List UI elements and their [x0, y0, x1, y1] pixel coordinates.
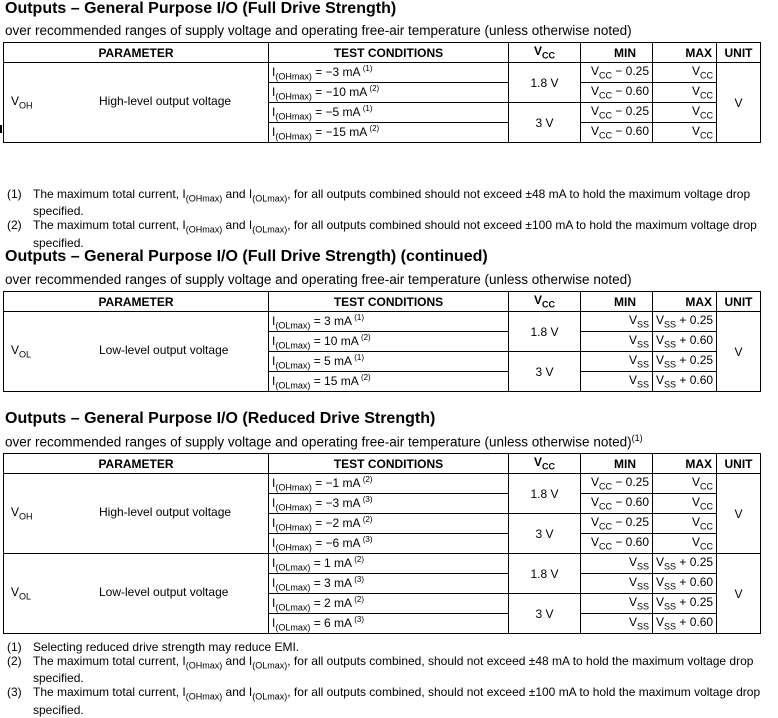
vcc-value: 1.8 V	[509, 312, 581, 352]
table-row	[4, 474, 761, 494]
header-unit: UNIT	[717, 454, 761, 474]
vcc-value: 3 V	[509, 352, 581, 392]
table-header-row	[4, 292, 761, 312]
min-value: $V_{CC} - 0.25$	[581, 63, 653, 83]
parameter-cell: $V_{OH}$ High-level output voltage	[4, 474, 269, 554]
header-max: MAX	[653, 454, 717, 474]
max-value: $V_{CC}$	[653, 494, 717, 514]
max-value: $V_{CC}$	[653, 534, 717, 554]
max-value: $V_{SS} + 0.60$	[653, 372, 717, 392]
min-value: $V_{CC} - 0.60$	[581, 123, 653, 143]
min-value: $V_{SS}$	[581, 554, 653, 574]
footnote: (2) The maximum total current, $I_{(OHmax)}$ and $I_{(OLmax)}$, for all outputs combined, should not exceed ±48 mA to hold the maximum voltage drop specified.	[7, 654, 754, 686]
footnote: (3) The maximum total current, $I_{(OHmax)}$ and $I_{(OLmax)}$, for all outputs combined, should not exceed ±100 mA to hold the maximum voltage drop specified.	[7, 685, 761, 717]
footnotes-section3	[5, 641, 773, 718]
max-value: $V_{CC}$	[653, 123, 717, 143]
test-condition: $I_{(OHmax)} = -3$ mA $^{(3)}$	[269, 494, 509, 514]
min-value: $V_{CC} - 0.25$	[581, 474, 653, 494]
min-value: $V_{SS}$	[581, 574, 653, 594]
test-condition: $I_{(OHmax)} = -1$ mA $^{(2)}$	[269, 474, 509, 494]
header-test-conditions: TEST CONDITIONS	[269, 43, 509, 63]
test-condition: $I_{(OLmax)} = 5$ mA $^{(1)}$	[269, 352, 509, 372]
header-min: MIN	[581, 43, 653, 63]
margin-mark	[0, 125, 2, 133]
test-condition: $I_{(OLmax)} = 3$ mA $^{(3)}$	[269, 574, 509, 594]
test-condition: $I_{(OLmax)} = 6$ mA $^{(3)}$	[269, 614, 509, 634]
max-value: $V_{CC}$	[653, 63, 717, 83]
footnote: (1) The maximum total current, $I_{(OHmax)}$ and $I_{(OLmax)}$, for all outputs combined should not exceed ±48 mA to hold the maximum voltage drop specified.	[7, 187, 751, 219]
header-max: MAX	[653, 43, 717, 63]
header-parameter: PARAMETER	[4, 292, 269, 312]
header-unit: UNIT	[717, 43, 761, 63]
vcc-value: 1.8 V	[509, 63, 581, 103]
header-vcc: $V_{CC}$	[509, 43, 581, 63]
header-vcc: $V_{CC}$	[509, 454, 581, 474]
min-value: $V_{CC} - 0.25$	[581, 514, 653, 534]
header-vcc: $V_{CC}$	[509, 292, 581, 312]
parameter-cell: $V_{OH}$ High-level output voltage	[4, 63, 269, 143]
section-title-full-drive: Outputs – General Purpose I/O (Full Drive Strength)	[5, 0, 397, 17]
min-value: $V_{SS}$	[581, 614, 653, 634]
test-condition: $I_{(OLmax)} = 1$ mA $^{(2)}$	[269, 554, 509, 574]
header-min: MIN	[581, 292, 653, 312]
header-parameter: PARAMETER	[4, 43, 269, 63]
section-subtitle: over recommended ranges of supply voltage and operating free-air temperature (unless otherwise noted)$^{(1)}$	[5, 433, 643, 450]
min-value: $V_{SS}$	[581, 352, 653, 372]
test-condition: $I_{(OHmax)} = -3$ mA $^{(1)}$	[269, 63, 509, 83]
test-condition: $I_{(OHmax)} = -15$ mA $^{(2)}$	[269, 123, 509, 143]
section-title-reduced-drive: Outputs – General Purpose I/O (Reduced Drive Strength)	[5, 410, 436, 427]
section-subtitle: over recommended ranges of supply voltage and operating free-air temperature (unless otherwise noted)	[5, 23, 632, 38]
vcc-value: 3 V	[509, 514, 581, 554]
footnote: (1) Selecting reduced drive strength may reduce EMI.	[7, 640, 300, 654]
min-value: $V_{SS}$	[581, 372, 653, 392]
test-condition: $I_{(OLmax)} = 2$ mA $^{(2)}$	[269, 594, 509, 614]
min-value: $V_{SS}$	[581, 332, 653, 352]
voh-table-full-drive	[3, 42, 761, 143]
max-value: $V_{SS} + 0.25$	[653, 312, 717, 332]
header-unit: UNIT	[717, 292, 761, 312]
parameter-cell: $V_{OL}$ Low-level output voltage	[4, 312, 269, 392]
test-condition: $I_{(OLmax)} = 3$ mA $^{(1)}$	[269, 312, 509, 332]
min-value: $V_{CC} - 0.25$	[581, 103, 653, 123]
header-test-conditions: TEST CONDITIONS	[269, 454, 509, 474]
max-value: $V_{SS} + 0.60$	[653, 332, 717, 352]
vcc-value: 3 V	[509, 594, 581, 634]
min-value: $V_{CC} - 0.60$	[581, 83, 653, 103]
max-value: $V_{SS} + 0.60$	[653, 574, 717, 594]
unit-cell: V	[717, 474, 761, 554]
max-value: $V_{CC}$	[653, 83, 717, 103]
header-test-conditions: TEST CONDITIONS	[269, 292, 509, 312]
vcc-value: 3 V	[509, 103, 581, 143]
table-header-row	[4, 43, 761, 63]
max-value: $V_{SS} + 0.25$	[653, 352, 717, 372]
vcc-value: 1.8 V	[509, 554, 581, 594]
max-value: $V_{SS} + 0.25$	[653, 554, 717, 574]
max-value: $V_{CC}$	[653, 474, 717, 494]
test-condition: $I_{(OHmax)} = -6$ mA $^{(3)}$	[269, 534, 509, 554]
header-max: MAX	[653, 292, 717, 312]
footnotes-section1	[5, 188, 773, 251]
output-table-reduced-drive	[3, 453, 761, 634]
min-value: $V_{CC} - 0.60$	[581, 534, 653, 554]
table-header-row	[4, 454, 761, 474]
vol-table-full-drive	[3, 291, 761, 392]
min-value: $V_{SS}$	[581, 312, 653, 332]
section-title-full-drive-continued: Outputs – General Purpose I/O (Full Drive Strength) (continued)	[5, 248, 488, 265]
table-row	[4, 554, 761, 574]
max-value: $V_{CC}$	[653, 514, 717, 534]
test-condition: $I_{(OHmax)} = -10$ mA $^{(2)}$	[269, 83, 509, 103]
unit-cell: V	[717, 312, 761, 392]
min-value: $V_{SS}$	[581, 594, 653, 614]
unit-cell: V	[717, 63, 761, 143]
test-condition: $I_{(OLmax)} = 15$ mA $^{(2)}$	[269, 372, 509, 392]
max-value: $V_{SS} + 0.25$	[653, 594, 717, 614]
max-value: $V_{CC}$	[653, 103, 717, 123]
header-min: MIN	[581, 454, 653, 474]
table-row	[4, 312, 761, 332]
header-parameter: PARAMETER	[4, 454, 269, 474]
test-condition: $I_{(OHmax)} = -2$ mA $^{(2)}$	[269, 514, 509, 534]
vcc-value: 1.8 V	[509, 474, 581, 514]
section-subtitle: over recommended ranges of supply voltage and operating free-air temperature (unless otherwise noted)	[5, 272, 632, 287]
footnote: (2) The maximum total current, $I_{(OHmax)}$ and $I_{(OLmax)}$, for all outputs combined should not exceed ±100 mA to hold the maximum voltage drop specified.	[7, 218, 757, 250]
parameter-cell: $V_{OL}$ Low-level output voltage	[4, 554, 269, 634]
test-condition: $I_{(OLmax)} = 10$ mA $^{(2)}$	[269, 332, 509, 352]
test-condition: $I_{(OHmax)} = -5$ mA $^{(1)}$	[269, 103, 509, 123]
unit-cell: V	[717, 554, 761, 634]
max-value: $V_{SS} + 0.60$	[653, 614, 717, 634]
table-row	[4, 63, 761, 83]
min-value: $V_{CC} - 0.60$	[581, 494, 653, 514]
